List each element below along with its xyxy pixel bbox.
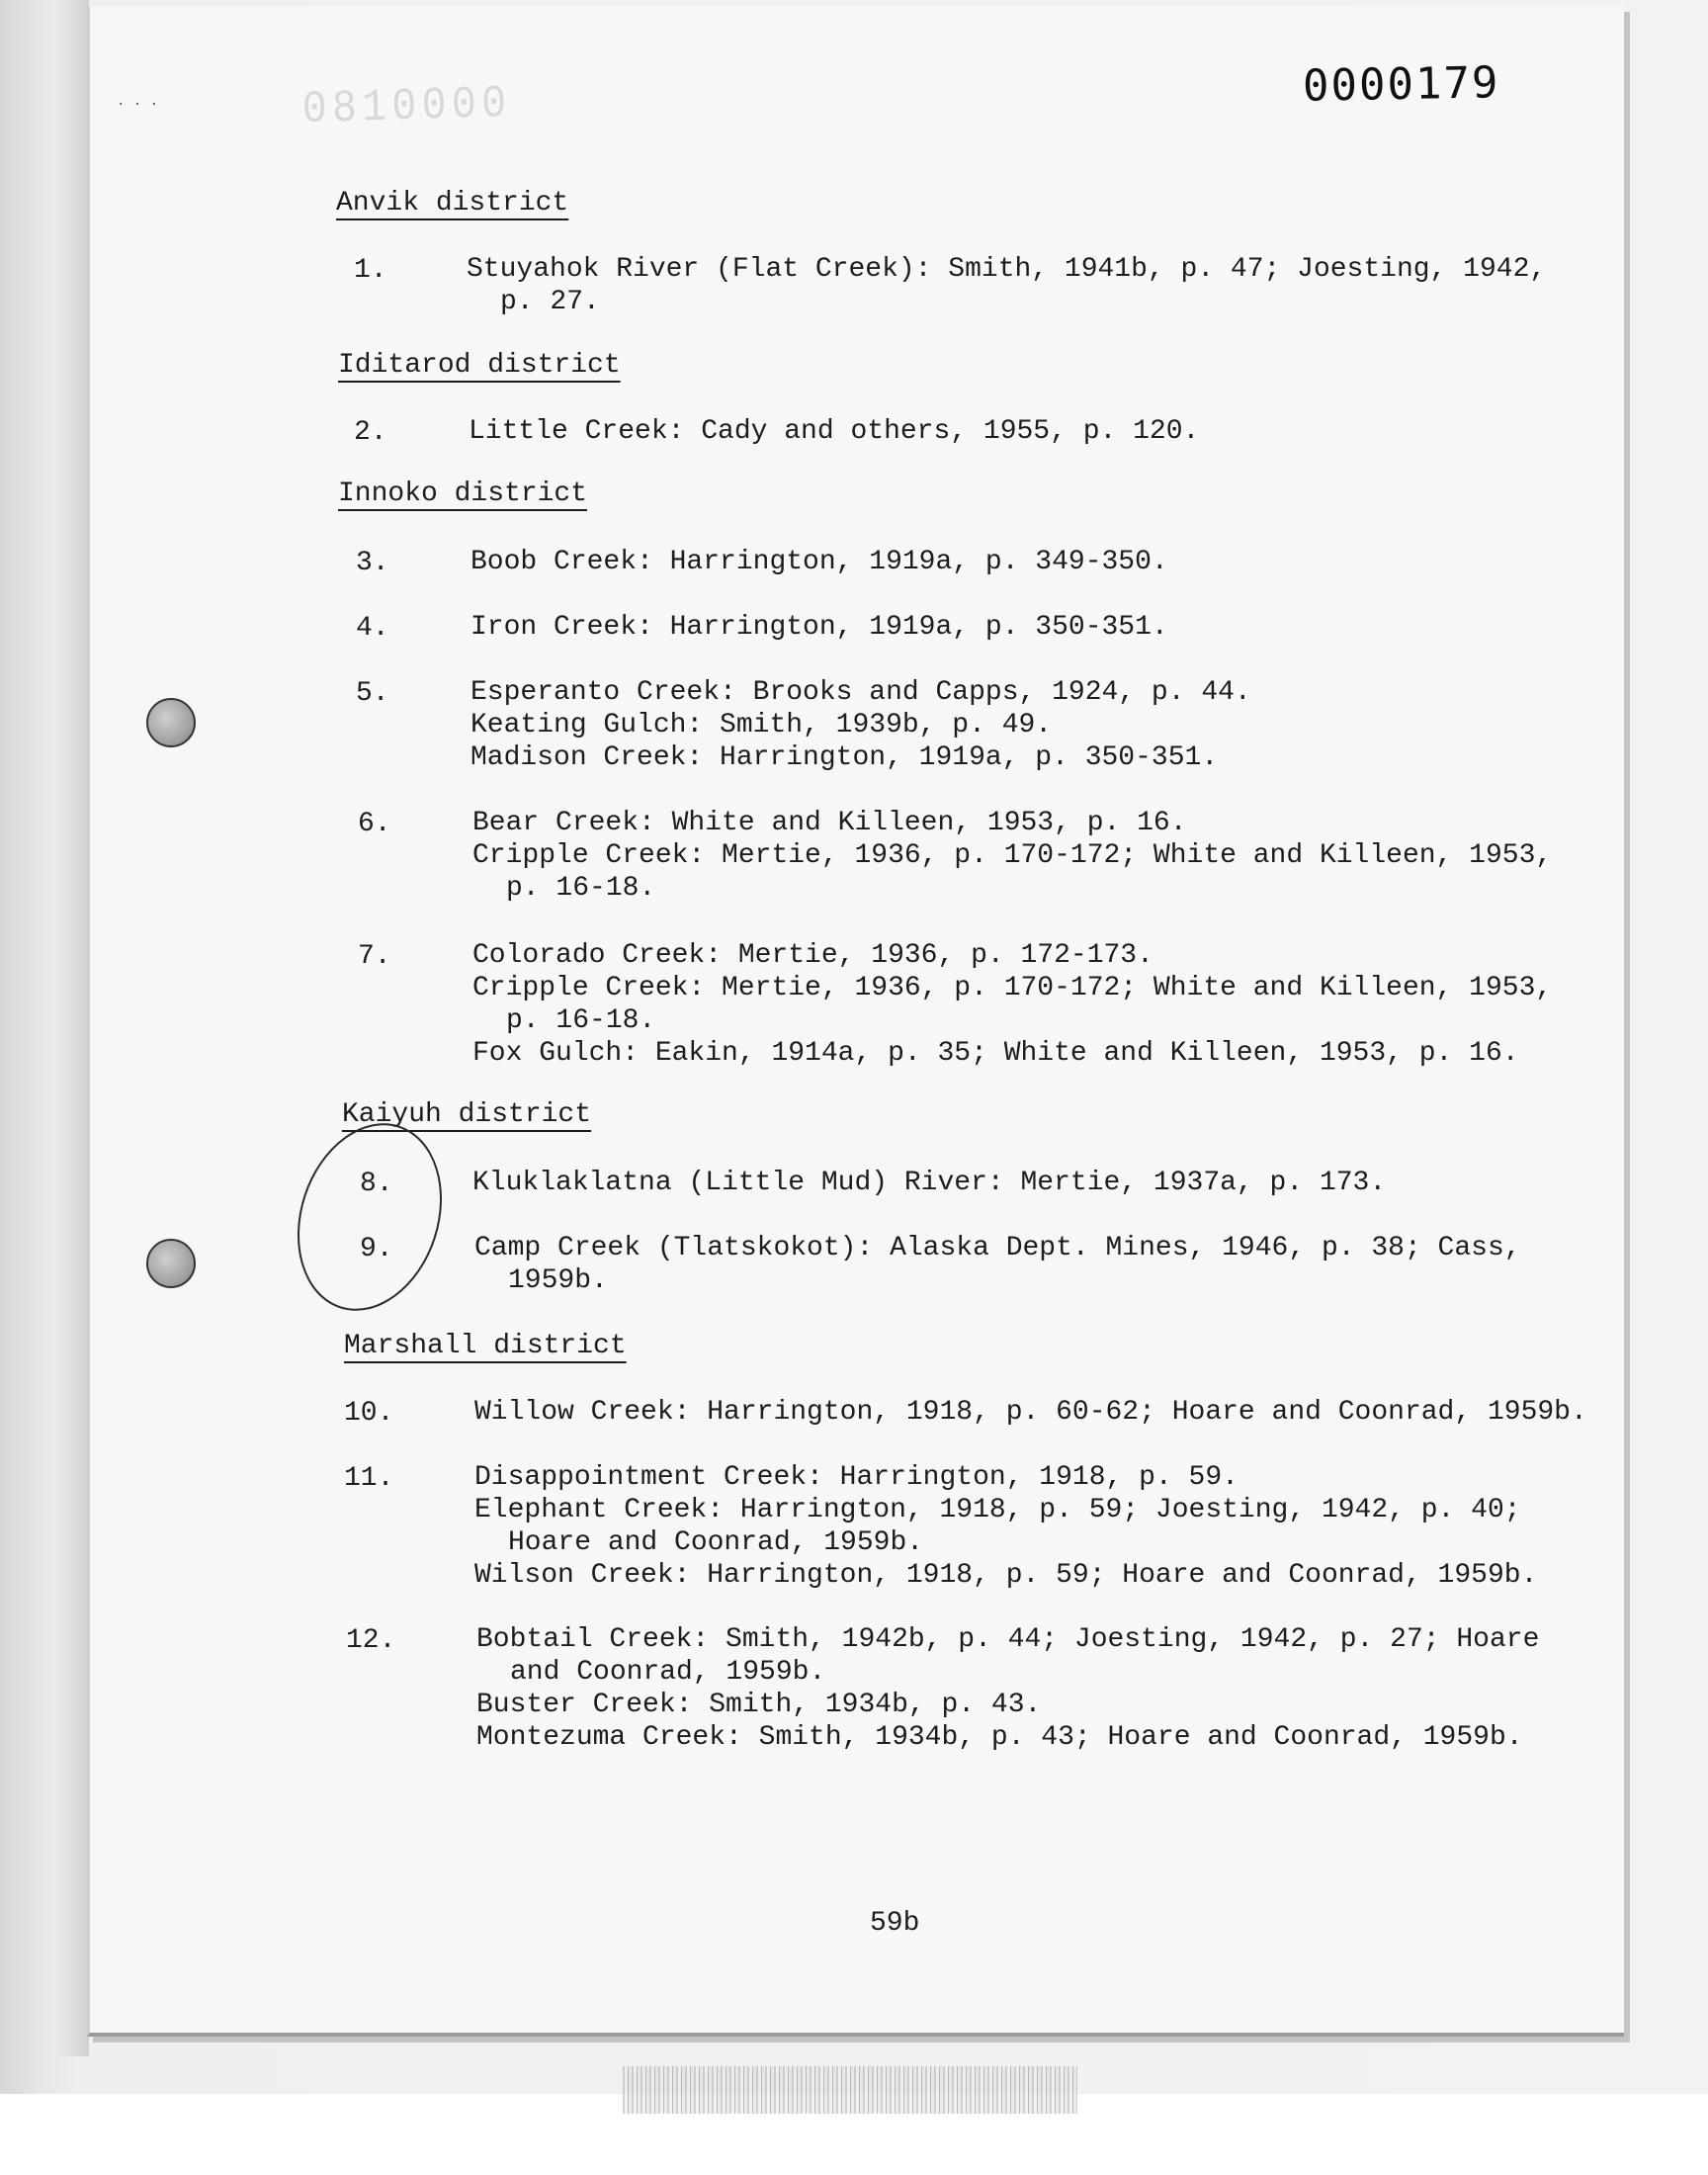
entry-line: Wilson Creek: Harrington, 1918, p. 59; Hoare and Coonrad, 1959b. [474, 1560, 1538, 1591]
entry-line: 1959b. [508, 1265, 608, 1296]
entry-text [469, 415, 1199, 448]
entry-line: Bear Creek: White and Killeen, 1953, p. 16. [472, 808, 1187, 838]
entry-number: 1. [354, 255, 387, 286]
entry-line: Keating Gulch: Smith, 1939b, p. 49. [470, 710, 1053, 740]
entry-text [474, 1461, 1537, 1592]
entry-line: Hoare and Coonrad, 1959b. [508, 1527, 924, 1558]
entry-line: Kluklaklatna (Little Mud) River: Mertie, 1937a, p. 173. [472, 1168, 1387, 1198]
entry-text [472, 1167, 1386, 1199]
entry-text [470, 546, 1168, 578]
entry-line: and Coonrad, 1959b. [510, 1657, 826, 1688]
entry-text [474, 1396, 1587, 1429]
stamped-page-number: 0000179 [1302, 57, 1500, 112]
entry-line: Boob Creek: Harrington, 1919a, p. 349-350. [470, 547, 1168, 577]
entry-line: p. 27. [500, 287, 600, 317]
entry-line: Camp Creek (Tlatskokot): Alaska Dept. Mines, 1946, p. 38; Cass, [474, 1233, 1521, 1263]
entry-line: Colorado Creek: Mertie, 1936, p. 172-173. [472, 940, 1153, 971]
entry-text [470, 611, 1168, 644]
entry-line: Willow Creek: Harrington, 1918, p. 60-62; Hoare and Coonrad, 1959b. [474, 1397, 1587, 1428]
entry-number: 6. [358, 809, 391, 839]
entry-line: Stuyahok River (Flat Creek): Smith, 1941b, p. 47; Joesting, 1942, [467, 254, 1547, 285]
district-heading-anvik: Anvik district [336, 188, 569, 218]
entry-text [470, 676, 1251, 774]
entry-text [472, 807, 1552, 905]
entry-line: Cripple Creek: Mertie, 1936, p. 170-172; White and Killeen, 1953, [472, 973, 1553, 1003]
entry-number: 2. [354, 417, 387, 448]
entry-text [472, 939, 1552, 1070]
entry-line: Fox Gulch: Eakin, 1914a, p. 35; White and Killeen, 1953, p. 16. [472, 1038, 1519, 1069]
entry-number: 4. [356, 613, 389, 644]
entry-line: Disappointment Creek: Harrington, 1918, p. 59. [474, 1462, 1238, 1493]
entry-line: Esperanto Creek: Brooks and Capps, 1924, p. 44. [470, 677, 1251, 708]
entry-number: 8. [360, 1169, 393, 1199]
entry-line: Elephant Creek: Harrington, 1918, p. 59; Joesting, 1942, p. 40; [474, 1495, 1521, 1525]
entry-text [467, 253, 1546, 318]
entry-line: Montezuma Creek: Smith, 1934b, p. 43; Hoare and Coonrad, 1959b. [476, 1722, 1523, 1753]
entry-line: p. 16-18. [506, 873, 656, 904]
page-footer-number: 59b [870, 1908, 920, 1939]
entry-line: Cripple Creek: Mertie, 1936, p. 170-172; White and Killeen, 1953, [472, 840, 1553, 871]
entry-text [474, 1232, 1521, 1297]
district-heading-kaiyuh: Kaiyuh district [342, 1099, 592, 1130]
entry-line: Bobtail Creek: Smith, 1942b, p. 44; Joesting, 1942, p. 27; Hoare [476, 1624, 1540, 1655]
entry-number: 5. [356, 678, 389, 709]
entry-number: 7. [358, 941, 391, 972]
entry-number: 9. [360, 1234, 393, 1264]
entry-number: 11. [344, 1463, 394, 1494]
entry-line: Little Creek: Cady and others, 1955, p. 120. [469, 416, 1200, 447]
entry-number: 3. [356, 548, 389, 578]
handwritten-circle-mark [274, 1104, 465, 1330]
district-heading-iditarod: Iditarod district [338, 350, 621, 381]
entry-number: 10. [344, 1398, 394, 1429]
entry-text [476, 1623, 1539, 1754]
entry-line: p. 16-18. [506, 1005, 656, 1036]
district-heading-marshall: Marshall district [344, 1331, 627, 1361]
district-heading-innoko: Innoko district [338, 478, 588, 509]
faded-bleed-through-number: 0810000 [301, 77, 513, 136]
entry-line: Iron Creek: Harrington, 1919a, p. 350-351. [470, 612, 1168, 643]
entry-line: Madison Creek: Harrington, 1919a, p. 350-351. [470, 742, 1219, 773]
entry-line: Buster Creek: Smith, 1934b, p. 43. [476, 1690, 1042, 1720]
entry-number: 12. [346, 1625, 396, 1656]
